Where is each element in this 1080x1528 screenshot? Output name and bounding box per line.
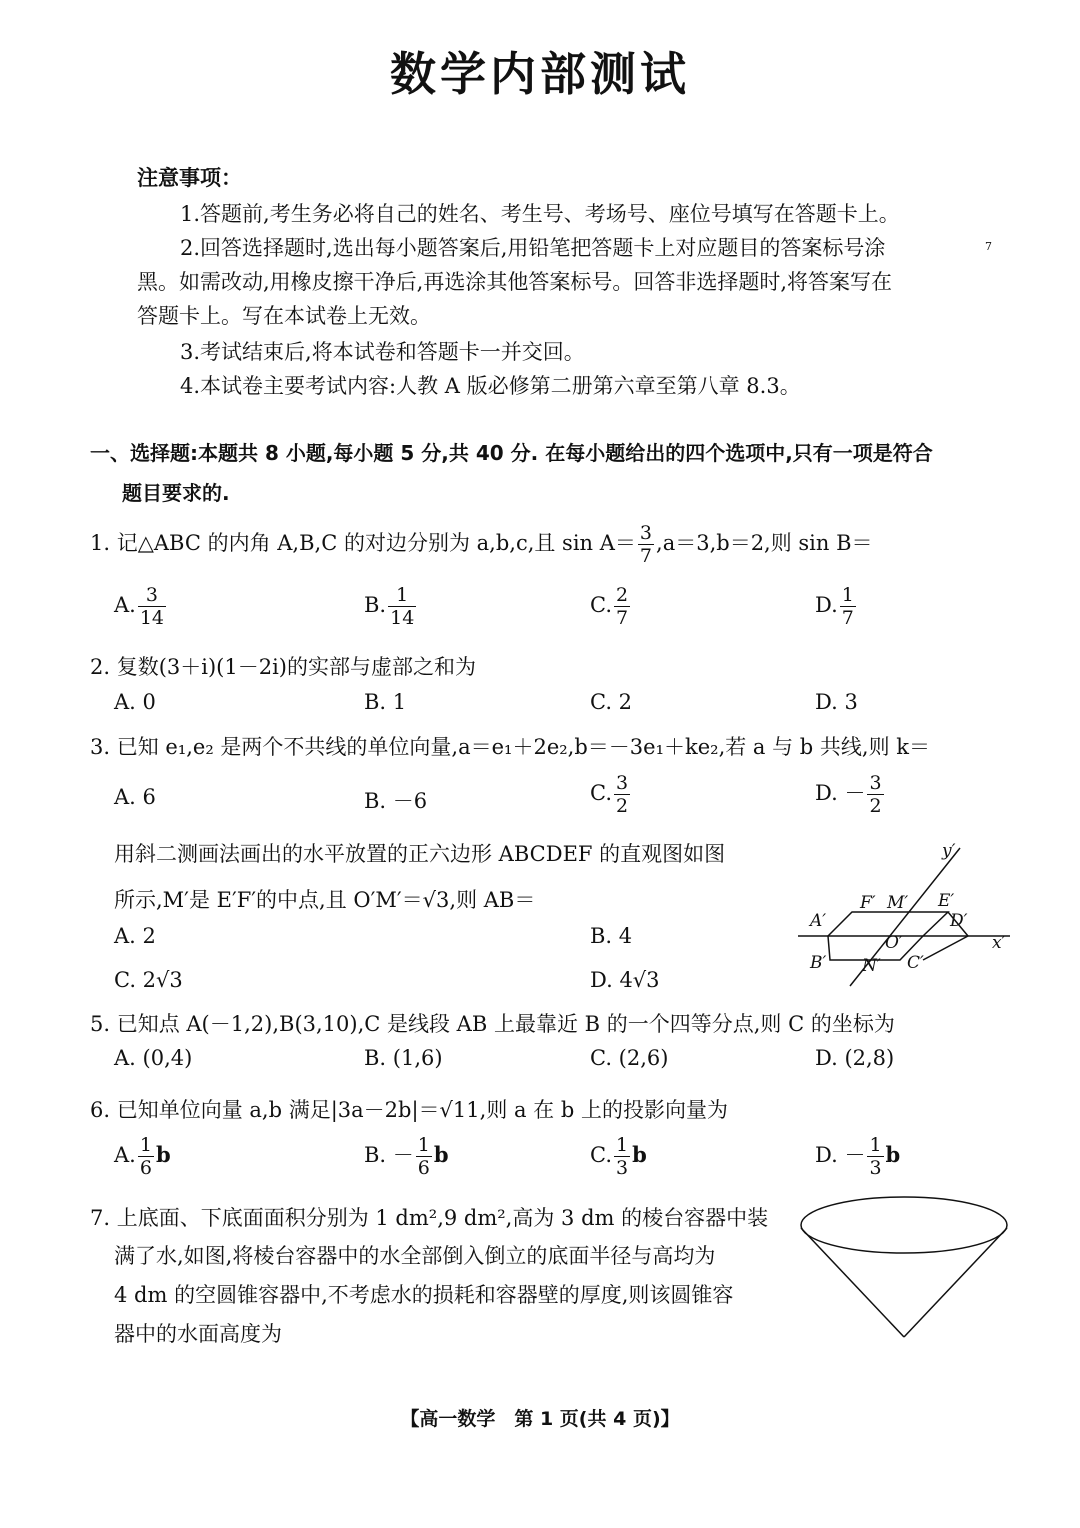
q2-option-a: A. 0 [114, 690, 156, 714]
label-b: B′ [810, 953, 827, 973]
cone-side-left [801, 1228, 904, 1337]
q1-option-d: D. $\frac{1}{7}$ [815, 584, 854, 629]
q1-stem-post: ,a＝3,b＝2,则 sin B＝ [656, 531, 873, 555]
notice-line-4: 4.本试卷主要考试内容:人教 A 版必修第二册第六章至第八章 8.3。 [180, 374, 801, 398]
question-4-line-1: 用斜二测画法画出的水平放置的正六边形 ABCDEF 的直观图如图 [114, 842, 726, 866]
notice-heading: 注意事项： [137, 166, 242, 190]
section-heading-line-2: 题目要求的. [122, 481, 230, 505]
question-7-line-3: 4 dm 的空圆锥容器中,不考虑水的损耗和容器壁的厚度,则该圆锥容 [114, 1283, 734, 1307]
label-m: M′ [887, 893, 909, 913]
label-a: A′ [810, 911, 827, 931]
q5-option-a: A. (0,4) [114, 1046, 193, 1070]
label-x: x′ [992, 933, 1006, 953]
q3-option-a: A. 6 [114, 785, 156, 809]
q3-option-b: B. －6 [364, 789, 428, 813]
cone-rim [801, 1197, 1007, 1253]
label-f: F′ [860, 893, 876, 913]
page-title: 数学内部测试 [390, 47, 690, 101]
notice-line-2c: 答题卡上。写在本试卷上无效。 [137, 304, 431, 328]
notice-line-3: 3.考试结束后,将本试卷和答题卡一并交回。 [180, 340, 585, 364]
label-n: N′ [862, 956, 881, 976]
label-o: O′ [885, 933, 903, 953]
q1-option-c: C. $\frac{2}{7}$ [590, 584, 629, 629]
q3-option-d: D. － $\frac{3}{2}$ [815, 772, 882, 817]
inverted-cone-figure [795, 1195, 1015, 1345]
q4-option-a: A. 2 [114, 924, 156, 948]
q5-option-c: C. (2,6) [590, 1046, 669, 1070]
question-1 [90, 516, 873, 570]
q4-option-c: C. 2√3 [114, 968, 183, 992]
question-2: 2. 复数(3＋i)(1－2i)的实部与虚部之和为 [90, 655, 476, 679]
q5-option-d: D. (2,8) [815, 1046, 895, 1070]
question-7-line-2: 满了水,如图,将棱台容器中的水全部倒入倒立的底面半径与高均为 [114, 1244, 716, 1268]
question-4-line-2: 所示,M′是 E′F′的中点,且 O′M′＝√3,则 AB＝ [114, 888, 536, 912]
cone-side-right [904, 1228, 1007, 1337]
q2-option-d: D. 3 [815, 690, 858, 714]
question-7-line-1: 7. 上底面、下底面面积分别为 1 dm²,9 dm²,高为 3 dm 的棱台容器中装 [90, 1206, 769, 1230]
page-footer: 【高一数学 第 1 页(共 4 页)】 [400, 1408, 680, 1430]
notice-line-2b: 黑。如需改动,用橡皮擦干净后,再选涂其他答案标号。回答非选择题时,将答案写在 [137, 270, 893, 294]
question-5: 5. 已知点 A(－1,2),B(3,10),C 是线段 AB 上最靠近 B 的一个四等分点,则 C 的坐标为 [90, 1012, 895, 1036]
q1-stem-pre: 1. 记△ABC 的内角 A,B,C 的对边分别为 a,b,c,且 sin A＝ [90, 531, 636, 555]
q6-option-b: B. － $\frac{1}{6}$ b [364, 1134, 449, 1179]
q6-option-c: C. $\frac{1}{3}$ b [590, 1134, 647, 1179]
q3-option-c: C. $\frac{3}{2}$ [590, 772, 629, 817]
q1-option-a: A. $\frac{3}{14}$ [114, 584, 165, 629]
q4-option-d: D. 4√3 [590, 968, 660, 992]
label-y: y′ [942, 841, 956, 861]
hexagon-edge [923, 936, 968, 960]
stray-mark: 7 [985, 240, 992, 253]
label-e: E′ [938, 891, 955, 911]
label-d: D′ [950, 911, 968, 931]
question-3: 3. 已知 e₁,e₂ 是两个不共线的单位向量,a＝e₁＋2e₂,b＝－3e₁＋ke₂,若 a 与 b 共线,则 k＝ [90, 735, 930, 759]
question-7-line-4: 器中的水面高度为 [114, 1322, 282, 1346]
q2-option-b: B. 1 [364, 690, 407, 714]
question-6: 6. 已知单位向量 a,b 满足|3a－2b|＝√11,则 a 在 b 上的投影向量为 [90, 1098, 728, 1122]
q1-fraction: $\frac{3}{7}$ [639, 522, 653, 567]
q4-option-b: B. 4 [590, 924, 633, 948]
label-c: C′ [907, 953, 924, 973]
q5-option-b: B. (1,6) [364, 1046, 443, 1070]
notice-line-2a: 2.回答选择题时,选出每小题答案后,用铅笔把答题卡上对应题目的答案标号涂 [180, 236, 886, 260]
q2-option-c: C. 2 [590, 690, 633, 714]
q6-option-d: D. － $\frac{1}{3}$ b [815, 1134, 901, 1179]
hexagon-oblique-figure [790, 838, 1020, 988]
notice-line-1: 1.答题前,考生务必将自己的姓名、考生号、考场号、座位号填写在答题卡上。 [180, 202, 900, 226]
q1-option-b: B. $\frac{1}{14}$ [364, 584, 415, 629]
section-heading-line-1: 一、选择题:本题共 8 小题,每小题 5 分,共 40 分. 在每小题给出的四个选项中,只有一项是符合 [90, 441, 933, 465]
q6-option-a: A. $\frac{1}{6}$ b [114, 1134, 171, 1179]
